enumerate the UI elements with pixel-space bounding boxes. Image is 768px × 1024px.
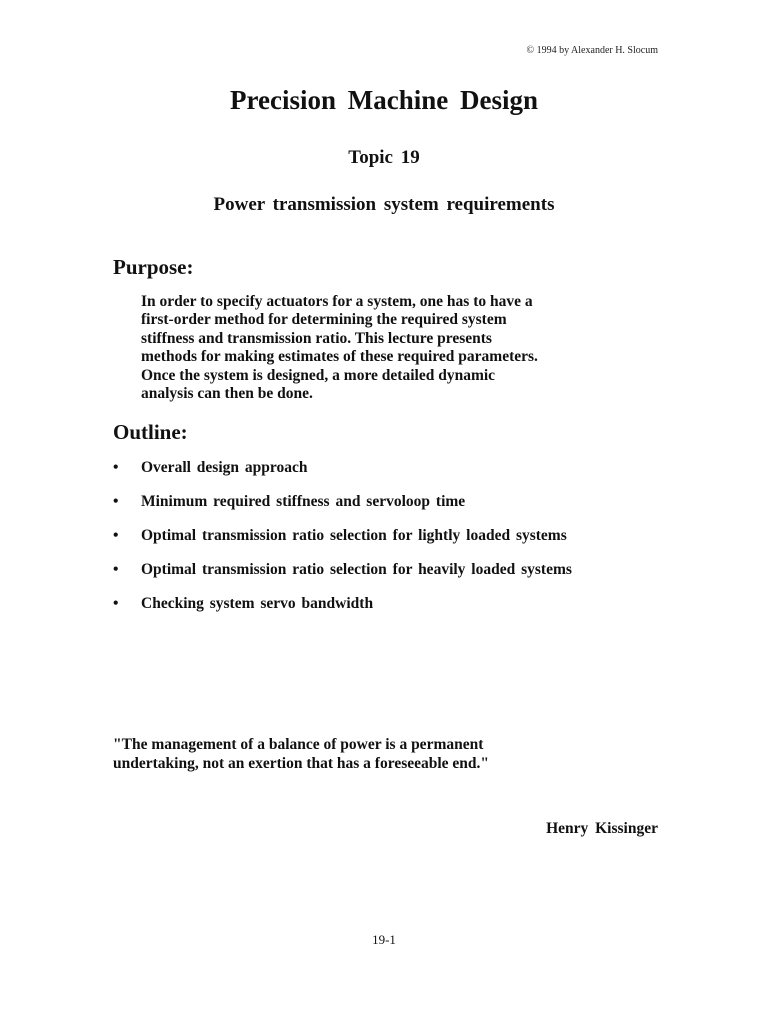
- quote-line: undertaking, not an exertion that has a foreseeable end.": [113, 755, 490, 772]
- outline-heading: Outline:: [113, 420, 188, 444]
- outline-item-text: Checking system servo bandwidth: [141, 595, 374, 612]
- purpose-line: stiffness and transmission ratio. This lecture presents: [141, 329, 492, 347]
- outline-item: [113, 595, 673, 613]
- quote-author: Henry Kissinger: [546, 820, 658, 837]
- outline-item-text: Overall design approach: [141, 459, 308, 476]
- outline-item: [113, 561, 673, 579]
- page-title: Precision Machine Design: [230, 85, 538, 115]
- purpose-line: In order to specify actuators for a system, one has to have a: [141, 293, 533, 310]
- topic-number: Topic 19: [348, 147, 420, 168]
- purpose-line: analysis can then be done.: [141, 385, 313, 403]
- purpose-heading: Purpose:: [113, 255, 194, 279]
- copyright-notice: © 1994 by Alexander H. Slocum: [526, 45, 658, 56]
- purpose-line: first-order method for determining the required system: [141, 311, 507, 329]
- purpose-line: methods for making estimates of these required parameters.: [141, 348, 538, 366]
- bullet-icon: •: [113, 459, 119, 476]
- page-number: 19-1: [372, 932, 396, 947]
- quote-line: "The management of a balance of power is a permanent: [113, 736, 484, 753]
- topic-subtitle: Power transmission system requirements: [213, 194, 555, 215]
- outline-item-text: Minimum required stiffness and servoloop time: [141, 493, 466, 510]
- quote: [113, 735, 633, 773]
- purpose-paragraph: [141, 293, 681, 403]
- outline-item-text: Optimal transmission ratio selection for heavily loaded systems: [141, 561, 572, 578]
- outline-item: [113, 527, 673, 545]
- outline-item: [113, 459, 673, 477]
- outline-list: [113, 459, 673, 629]
- outline-item: [113, 493, 673, 511]
- bullet-icon: •: [113, 493, 119, 510]
- bullet-icon: •: [113, 595, 119, 612]
- outline-item-text: Optimal transmission ratio selection for lightly loaded systems: [141, 527, 567, 544]
- purpose-line: Once the system is designed, a more detailed dynamic: [141, 366, 496, 384]
- bullet-icon: •: [113, 561, 119, 578]
- bullet-icon: •: [113, 527, 119, 544]
